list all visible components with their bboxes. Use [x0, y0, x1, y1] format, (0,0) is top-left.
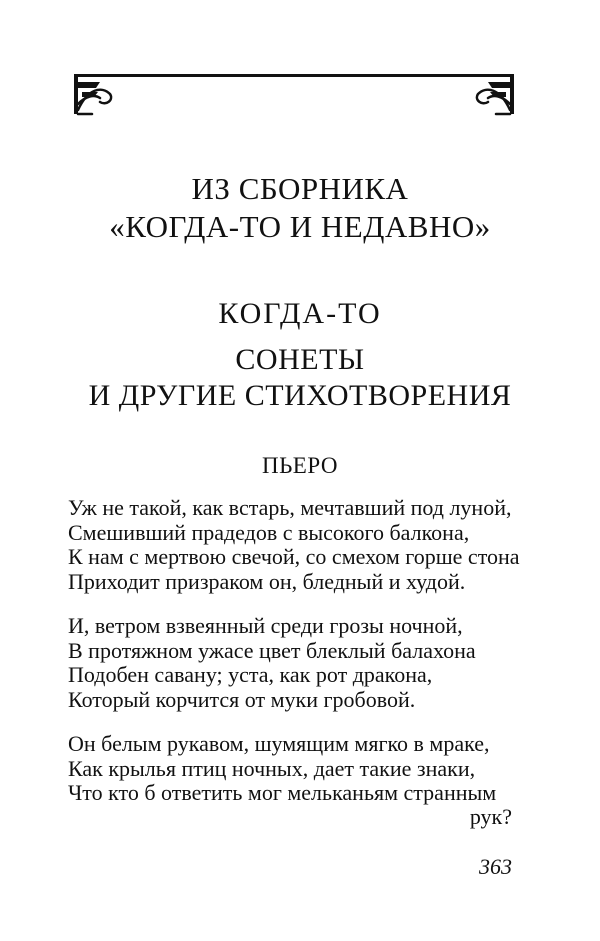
poem-line: Приходит призраком он, бледный и худой.: [68, 568, 466, 594]
poem-line: Который корчится от муки гробовой.: [68, 686, 416, 712]
subsection-title: [0, 342, 600, 414]
header-ornament-icon: [70, 70, 518, 118]
poem-line: Подобен савану; уста, как рот дракона,: [68, 662, 433, 687]
poem-line-carry-over: рук?: [469, 804, 512, 829]
poem-line: Уж не такой, как встарь, мечтавший под луной,: [68, 495, 512, 520]
poem-line: Смешивший прадедов с высокого балкона,: [68, 519, 470, 545]
poem-line: Как крылья птиц ночных, дает такие знаки,: [68, 755, 476, 781]
poem-stanza-2: [68, 614, 476, 712]
section-title: КОГДА-ТО: [218, 297, 382, 330]
collection-title: [0, 170, 600, 246]
collection-title-line-2: «КОГДА-ТО И НЕДАВНО»: [109, 209, 491, 244]
poem-line: В протяжном ужасе цвет блеклый балахона: [68, 637, 476, 663]
collection-title-line-1: ИЗ СБОРНИКА: [191, 171, 409, 206]
poem-line: Он белым рукавом, шумящим мягко в мраке,: [68, 731, 490, 756]
poem-line: К нам с мертвою свечой, со смехом горше стона: [68, 544, 520, 569]
poem-line: Что кто б ответить мог мельканьям странным: [68, 780, 497, 805]
page-number: 363: [479, 854, 512, 879]
subsection-title-line-2: И ДРУГИЕ СТИХОТВОРЕНИЯ: [88, 379, 512, 412]
poem-title: ПЬЕРО: [261, 453, 339, 478]
subsection-title-line-1: СОНЕТЫ: [235, 343, 365, 376]
poem-line: И, ветром взвеянный среди грозы ночной,: [68, 613, 463, 638]
poem-stanza-1: [68, 496, 520, 594]
poem-stanza-3: [68, 732, 496, 806]
